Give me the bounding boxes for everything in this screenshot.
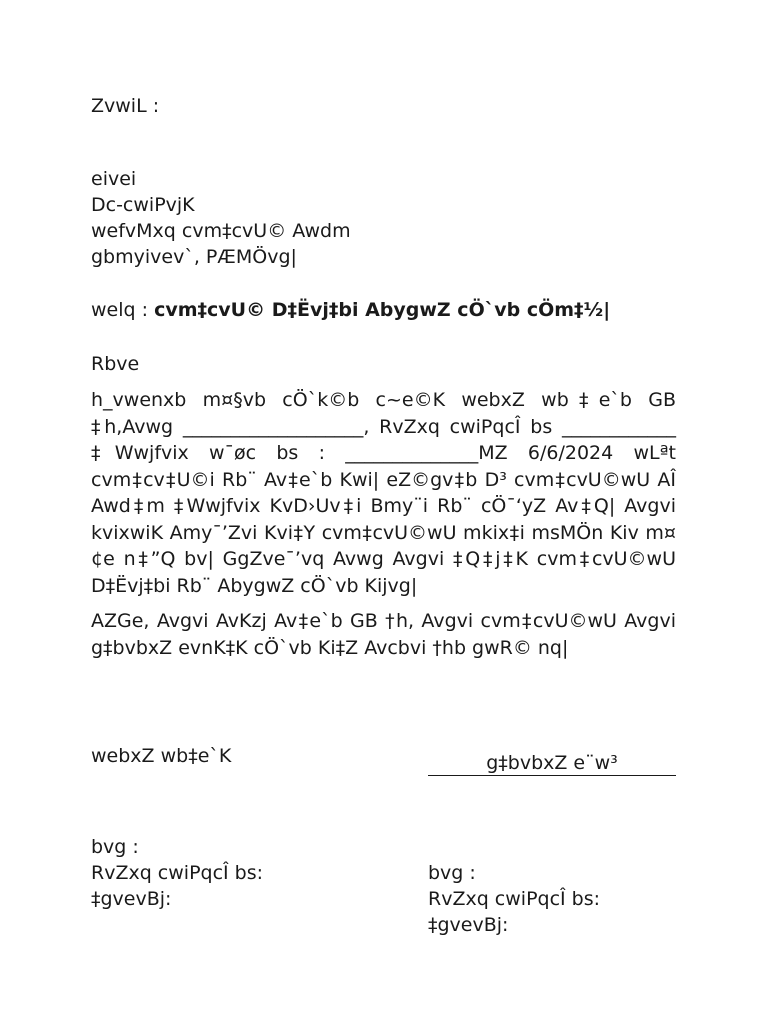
left-field-mobile: ‡gvevBj: bbox=[91, 888, 172, 910]
right-field-mobile: ‡gvevBj: bbox=[428, 914, 509, 936]
subject-line bbox=[91, 297, 610, 323]
left-field-name: bvg : bbox=[91, 836, 139, 858]
body-paragraph-2: AZGe, Avgvi AvKzj Av‡e`b GB †h, Avgvi cvm‡cvU©wU Avgvi g‡bvbxZ evnK‡K cÖ`vb Ki‡Z Avcbvi †hb gwR© nq| bbox=[91, 610, 676, 659]
left-field-nid: RvZxq cwiPqcÎ bs: bbox=[91, 862, 264, 884]
recipient-line-3: wefvMxq cvm‡cvU© Awdm bbox=[91, 220, 351, 242]
signature-line bbox=[428, 775, 676, 776]
salutation: Rbve bbox=[91, 353, 140, 375]
recipient-line-2: Dc-cwiPvjK bbox=[91, 194, 195, 216]
subject-label: welq : bbox=[91, 299, 155, 321]
right-field-name: bvg : bbox=[428, 862, 476, 884]
recipient-line-4: gbmyivev`, PÆMÖvg| bbox=[91, 246, 297, 268]
recipient-line-1: eivei bbox=[91, 168, 137, 190]
body-paragraph-1: h_vwenxb m¤§vb cÖ`k©b c~e©K webxZ wb‡e`b GB ‡h,Avwg ___________________, RvZxq cwiPqcÎ bs ____________ ‡Wwjfvix w¯øc bs : ______________MZ 6/6/2024 wLªt cvm‡cv‡U©i Rb¨ Av‡e`b Kwi| eZ©gv‡b D³ cvm‡cvU©wU AÎ Awd‡m ‡Wwjfvix KvD›Uv‡i Bmy¨i Rb¨ cÖ¯‘yZ Av‡Q| Avgvi kvixwiK Amy¯’Zvi Kvi‡Y cvm‡cvU©wU mkix‡i msMÖn Kiv m¤¢e n‡”Q bv| GgZve¯’vq Avwg Avgvi ‡Q‡j‡K cvm‡cvU©wU D‡Ëvj‡bi Rb¨ AbygwZ cÖ`vb Kijvg| bbox=[91, 389, 676, 597]
sign-left-label: webxZ wb‡e`K bbox=[91, 745, 232, 767]
date-label: ZvwiL : bbox=[91, 95, 160, 117]
right-field-nid: RvZxq cwiPqcÎ bs: bbox=[428, 888, 601, 910]
subject-text: cvm‡cvU© D‡Ëvj‡bi AbygwZ cÖ`vb cÖm‡½| bbox=[154, 299, 611, 321]
sign-right-label: g‡bvbxZ e¨w³ bbox=[486, 752, 618, 774]
